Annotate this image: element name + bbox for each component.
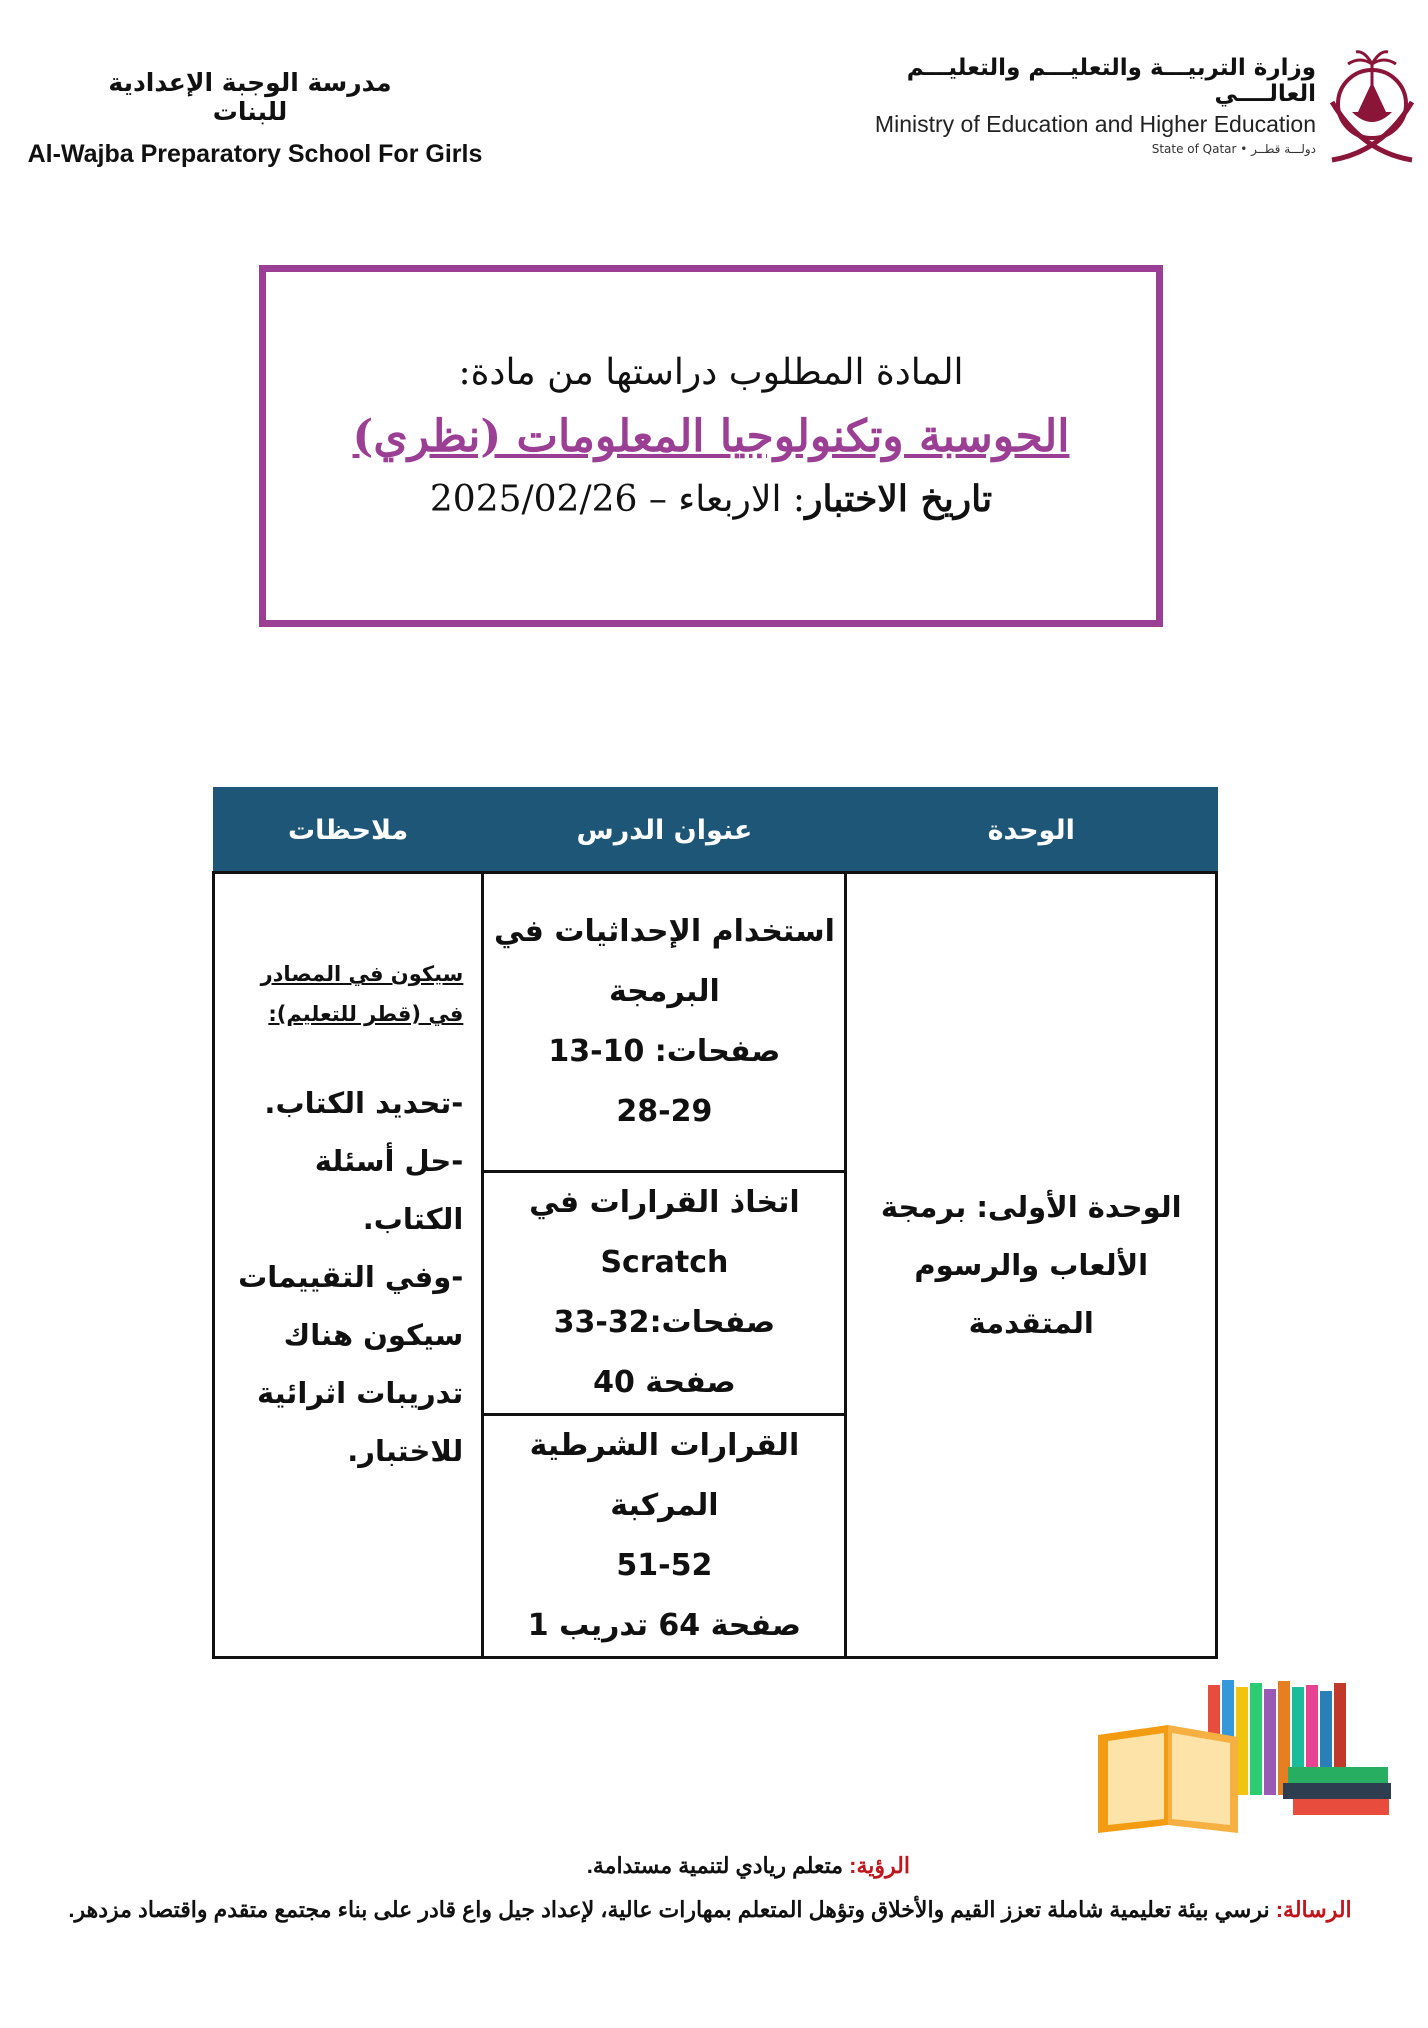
notes-line: سيكون هناك: [283, 1318, 464, 1352]
notes-line: الكتاب.: [362, 1202, 464, 1236]
lesson-cell: [483, 873, 846, 1172]
state-label: State of Qatar • دولـــة قطــر: [1151, 142, 1316, 156]
mission-statement: [50, 1893, 1370, 1927]
lesson-title: استخدام الإحداثيات في: [493, 914, 835, 949]
unit-line: الوحدة الأولى: برمجة: [880, 1190, 1182, 1224]
school-name-english: Al-Wajba Preparatory School For Girls: [27, 140, 483, 168]
lesson-title: القرارات الشرطية المركبة: [529, 1428, 800, 1523]
lesson-pages: صفحات: 10-13: [548, 1034, 781, 1069]
lesson-title: اتخاذ القرارات في: [529, 1185, 800, 1220]
lesson-title: البرمجة: [608, 974, 720, 1009]
notes-source-line: في (قطر للتعليم):: [268, 1002, 464, 1026]
notes-cell: [214, 873, 483, 1658]
notes-line: -حل أسئلة: [314, 1144, 464, 1178]
vision-statement: [150, 1853, 910, 1879]
qatar-emblem-icon: [1322, 42, 1422, 172]
books-illustration-icon: [1088, 1675, 1398, 1835]
subject-title-box: [259, 265, 1163, 627]
header-unit: الوحدة: [846, 788, 1217, 873]
lesson-cell: [483, 1172, 846, 1415]
notes-line: تدريبات اثرائية: [257, 1376, 464, 1410]
table-row: [214, 873, 1217, 1172]
exam-date-line: [266, 478, 1156, 520]
header-lesson: عنوان الدرس: [483, 788, 846, 873]
unit-cell: [846, 873, 1217, 1658]
notes-line: للاختبار.: [347, 1434, 464, 1468]
exam-date-value: : الاربعاء – 2025/02/26: [429, 479, 806, 520]
school-name-arabic: مدرسة الوجبة الإعدادية للبنات: [108, 68, 392, 126]
study-required-label: المادة المطلوب دراستها من مادة:: [458, 352, 964, 393]
lesson-cell: [483, 1415, 846, 1658]
lesson-pages: صفحات:32-33: [553, 1305, 776, 1340]
notes-line: -تحديد الكتاب.: [264, 1086, 464, 1120]
vision-label: الرؤية:: [849, 1853, 910, 1878]
lesson-pages: صفحة 64 تدريب 1: [527, 1608, 802, 1643]
lesson-pages: 51-52: [616, 1548, 713, 1583]
study-plan-table: [212, 787, 1218, 1659]
subject-name: الحوسبة وتكنولوجيا المعلومات (نظري): [352, 411, 1070, 462]
lesson-title: Scratch: [600, 1245, 729, 1280]
ministry-name-arabic: وزارة التربيـــة والتعليـــم والتعليـــم العالــــي: [906, 55, 1316, 107]
unit-line: الألعاب والرسوم المتقدمة: [914, 1248, 1149, 1340]
table-header-row: [214, 788, 1217, 873]
exam-date-label: تاريخ الاختبار: [805, 478, 993, 520]
mission-label: الرسالة:: [1275, 1897, 1352, 1922]
lesson-pages: 28-29: [616, 1094, 713, 1129]
ministry-header: [846, 55, 1316, 156]
lesson-pages: صفحة 40: [593, 1365, 736, 1400]
mission-text: نرسي بيئة تعليمية شاملة تعزز القيم والأخلاق وتؤهل المتعلم بمهارات عالية، لإعداد جيل واع قادر على بناء مجتمع متقدم واقتصاد مزدهر.: [68, 1897, 1276, 1922]
vision-text: متعلم ريادي لتنمية مستدامة.: [586, 1853, 850, 1878]
notes-line: -وفي التقييمات: [238, 1260, 464, 1294]
ministry-name-english: Ministry of Education and Higher Education: [874, 111, 1316, 137]
header-notes: ملاحظات: [214, 788, 483, 873]
notes-source-line: سيكون في المصادر: [260, 962, 464, 986]
notes-source: [233, 954, 463, 1034]
